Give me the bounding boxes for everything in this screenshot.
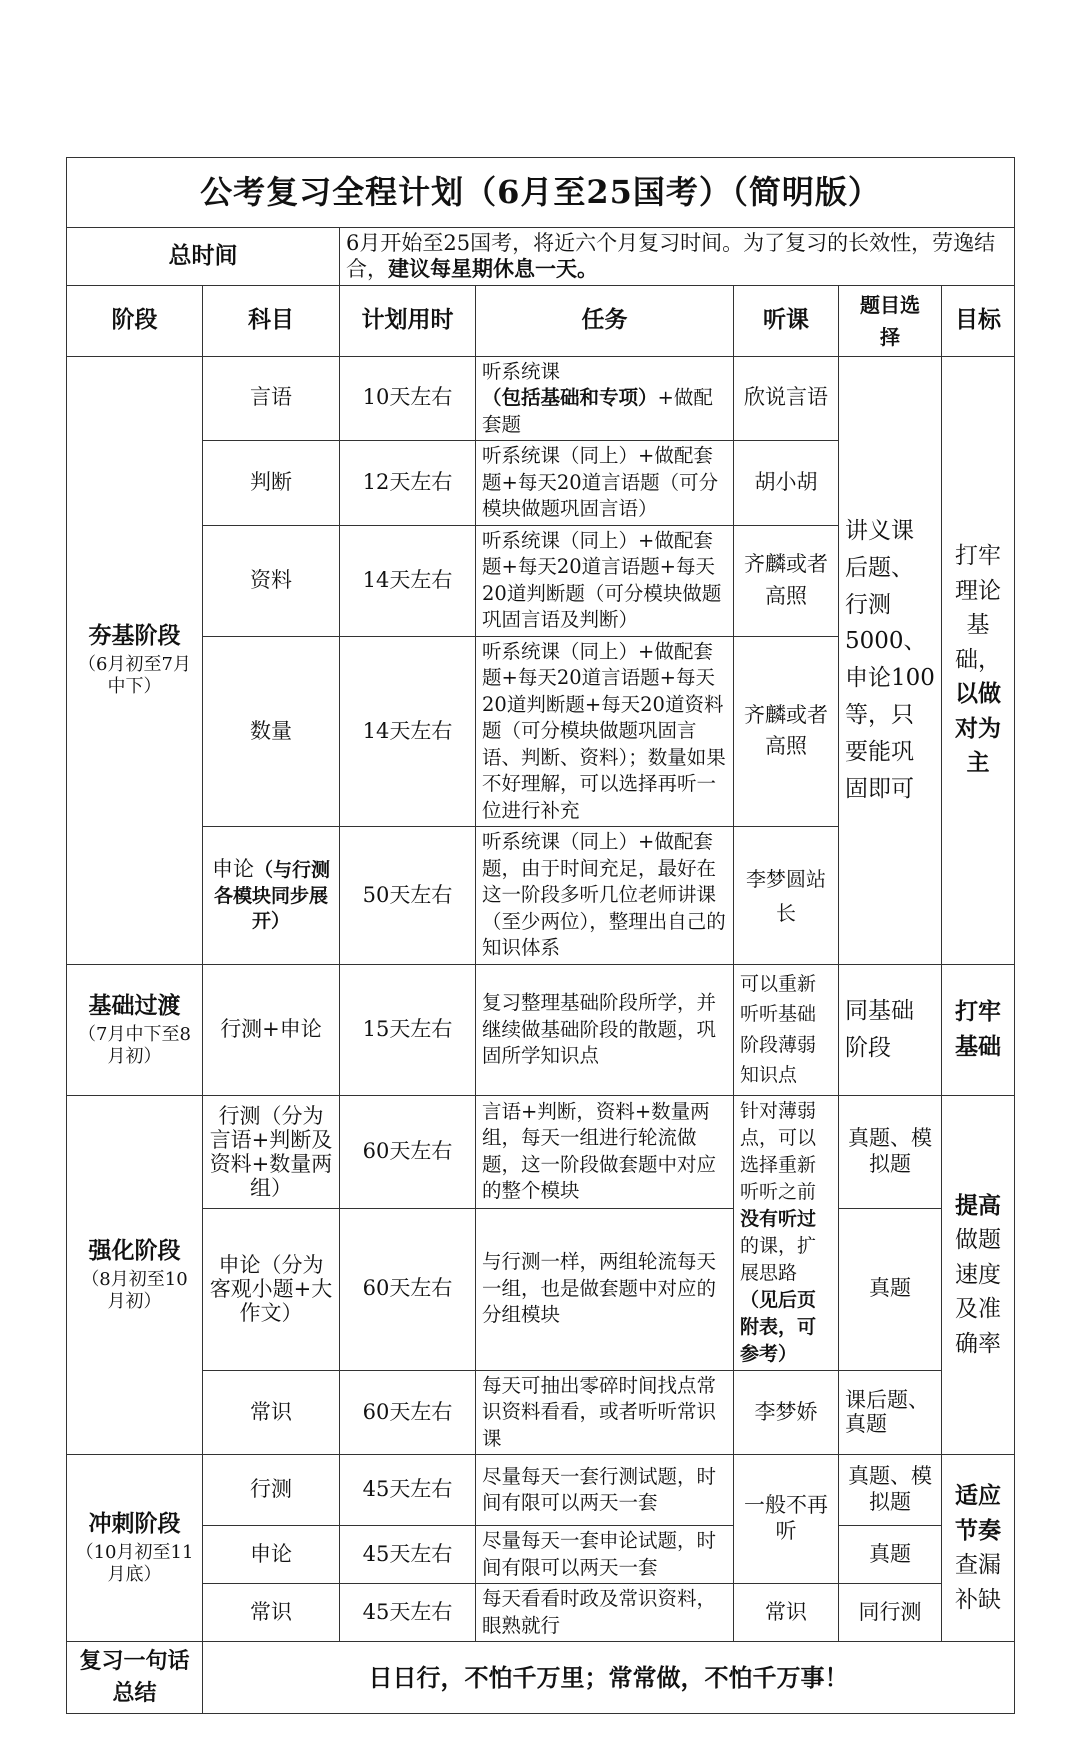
total-time-row — [67, 228, 1015, 286]
header-lecture: 听课 — [734, 285, 839, 356]
task-emphasis: （包括基础和专项） — [482, 386, 658, 410]
time-cell: 60天左右 — [340, 1370, 476, 1455]
subject-cell: 行测（分为言语+判断及资料+数量两组） — [203, 1095, 340, 1208]
phase1-name: 夯基阶段 — [88, 622, 181, 650]
table-row — [67, 1455, 1015, 1526]
task-cell: 听系统课（同上）+做配套题，由于时间充足，最好在这一阶段多听几位老师讲课（至少两位），整理出自己的知识体系 — [476, 827, 734, 965]
lecture-cell: 齐麟或者高照 — [734, 636, 839, 827]
subject-text: 申论 — [211, 857, 254, 882]
header-phase: 阶段 — [67, 285, 203, 356]
task-cell: 听系统课（同上）+做配套题+每天20道言语题（可分模块做题巩固言语） — [476, 441, 734, 526]
phase1-range: （6月初至7月中下） — [78, 654, 191, 698]
phase3-range: （8月初至10月初） — [81, 1269, 188, 1312]
task-cell: 复习整理基础阶段所学，并继续做基础阶段的散题，巩固所学知识点 — [476, 964, 734, 1095]
question-select-cell: 同行测 — [839, 1584, 942, 1642]
lecture-cell: 欣说言语 — [734, 356, 839, 441]
lecture-cell: 齐麟或者高照 — [734, 525, 839, 636]
subject-cell: 常识 — [203, 1370, 340, 1455]
task-cell: 每天可抽出零碎时间找点常识资料看看，或者听听常识课 — [476, 1370, 734, 1455]
header-time: 计划用时 — [340, 285, 476, 356]
task-cell: 尽量每天一套行测试题，时间有限可以两天一套 — [476, 1455, 734, 1526]
task-cell: 言语+判断，资料+数量两组，每天一组进行轮流做题，这一阶段做套题中对应的整个模块 — [476, 1095, 734, 1208]
lecture-text: 的课，扩展思路 — [740, 1234, 817, 1284]
task-cell: 尽量每天一套申论试题，时间有限可以两天一套 — [476, 1526, 734, 1584]
phase2-cell — [67, 964, 203, 1095]
task-cell: 听系统课（同上）+做配套题+每天20道言语题+每天20道判断题（可分模块做题巩固言语及判断） — [476, 525, 734, 636]
subject-cell: 言语 — [203, 356, 340, 441]
time-cell: 60天左右 — [340, 1095, 476, 1208]
time-cell: 60天左右 — [340, 1208, 476, 1370]
subject-cell: 常识 — [203, 1584, 340, 1642]
total-time-text — [340, 228, 1015, 286]
phase1-question-select: 讲义课后题、行测5000、申论100等，只要能巩固即可 — [839, 356, 942, 964]
phase3-cell — [67, 1095, 203, 1454]
task-cell: 听系统课（同上）+做配套题+每天20道言语题+每天20道判断题+每天20道资料题（可分模块做题巩固言语、判断、资料）；数量如果不好理解，可以选择再听一位进行补充 — [476, 636, 734, 827]
title-row — [67, 158, 1015, 228]
phase2-name: 基础过渡 — [88, 991, 181, 1019]
time-cell: 12天左右 — [340, 441, 476, 526]
phase3-goal — [942, 1095, 1015, 1454]
lecture-cell: 胡小胡 — [734, 441, 839, 526]
question-select-cell: 真题、模拟题 — [839, 1455, 942, 1526]
table-row — [67, 1095, 1015, 1208]
subject-cell: 申论 — [203, 1526, 340, 1584]
phase1-cell — [67, 356, 203, 964]
summary-label: 复习一句话总结 — [67, 1642, 203, 1714]
lecture-cell: 李梦娇 — [734, 1370, 839, 1455]
phase4-goal — [942, 1455, 1015, 1642]
time-cell: 45天左右 — [340, 1455, 476, 1526]
phase4-range: （10月初至11月底） — [75, 1542, 194, 1586]
time-cell: 45天左右 — [340, 1584, 476, 1642]
task-text: +做配套题 — [482, 386, 713, 436]
question-select-cell: 真题 — [839, 1526, 942, 1584]
header-question-select: 题目选择 — [839, 285, 942, 356]
page-title: 公考复习全程计划（6月至25国考）（简明版） — [67, 158, 1015, 228]
summary-motto: 日日行，不怕千万里；常常做，不怕千万事！ — [203, 1642, 1015, 1714]
time-cell: 14天左右 — [340, 636, 476, 827]
total-time-desc: 6月开始至25国考，将近六个月复习时间。为了复习的长效性，劳逸结合， — [346, 231, 996, 282]
lecture-text: 针对薄弱点，可以选择重新听听之前 — [740, 1099, 817, 1203]
study-plan-table — [66, 157, 1015, 1714]
subject-cell: 申论（分为客观小题+大作文） — [203, 1208, 340, 1370]
phase1-goal — [942, 356, 1015, 964]
lecture-emphasis: 没有听过 — [740, 1207, 817, 1230]
phase2-goal: 打牢基础 — [942, 964, 1015, 1095]
subject-cell: 行测+申论 — [203, 964, 340, 1095]
header-subject: 科目 — [203, 285, 340, 356]
time-cell: 50天左右 — [340, 827, 476, 965]
phase4-goal-text: 查漏补缺 — [955, 1552, 1002, 1613]
subject-emphasis: （与行测各模块同步展开） — [213, 859, 330, 933]
table-row — [67, 1208, 1015, 1370]
time-cell: 45天左右 — [340, 1526, 476, 1584]
total-time-advice: 建议每星期休息一天。 — [388, 256, 598, 282]
phase1-goal-text: 打牢理论基础， — [955, 543, 1002, 673]
phase4-lecture: 一般不再听 — [734, 1455, 839, 1584]
phase3-name: 强化阶段 — [88, 1236, 181, 1264]
table-row — [67, 1584, 1015, 1642]
question-select-cell: 同基础阶段 — [839, 964, 942, 1095]
phase3-goal-emphasis: 提高 — [955, 1191, 1002, 1219]
task-cell — [476, 356, 734, 441]
lecture-cell: 可以重新听听基础阶段薄弱知识点 — [734, 964, 839, 1095]
question-select-cell: 真题 — [839, 1208, 942, 1370]
question-select-cell: 课后题、真题 — [839, 1370, 942, 1455]
table-row — [67, 1370, 1015, 1455]
time-cell: 10天左右 — [340, 356, 476, 441]
phase3-goal-text: 做题速度及准确率 — [955, 1227, 1002, 1357]
phase2-range: （7月中下至8月初） — [78, 1023, 191, 1067]
task-cell: 每天看看时政及常识资料，眼熟就行 — [476, 1584, 734, 1642]
subject-cell: 数量 — [203, 636, 340, 827]
table-row — [67, 1526, 1015, 1584]
header-task: 任务 — [476, 285, 734, 356]
time-cell: 15天左右 — [340, 964, 476, 1095]
table-row — [67, 964, 1015, 1095]
subject-cell: 判断 — [203, 441, 340, 526]
phase1-goal-emphasis: 以做对为主 — [955, 680, 1002, 777]
subject-cell — [203, 827, 340, 965]
header-goal: 目标 — [942, 285, 1015, 356]
task-text: 听系统课 — [482, 359, 561, 383]
summary-row — [67, 1642, 1015, 1714]
time-cell: 14天左右 — [340, 525, 476, 636]
lecture-cell: 常识 — [734, 1584, 839, 1642]
lecture-note: （见后页附表，可参考） — [740, 1288, 817, 1365]
table-row — [67, 356, 1015, 441]
phase4-cell — [67, 1455, 203, 1642]
lecture-cell: 李梦圆站长 — [734, 827, 839, 965]
task-cell: 与行测一样，两组轮流每天一组，也是做套题中对应的分组模块 — [476, 1208, 734, 1370]
question-select-cell: 真题、模拟题 — [839, 1095, 942, 1208]
phase4-goal-emphasis: 适应节奏 — [955, 1482, 1002, 1544]
total-time-label: 总时间 — [67, 228, 340, 286]
subject-cell: 资料 — [203, 525, 340, 636]
phase4-name: 冲刺阶段 — [88, 1510, 181, 1538]
subject-cell: 行测 — [203, 1455, 340, 1526]
phase3-lecture — [734, 1095, 839, 1370]
header-row — [67, 285, 1015, 356]
